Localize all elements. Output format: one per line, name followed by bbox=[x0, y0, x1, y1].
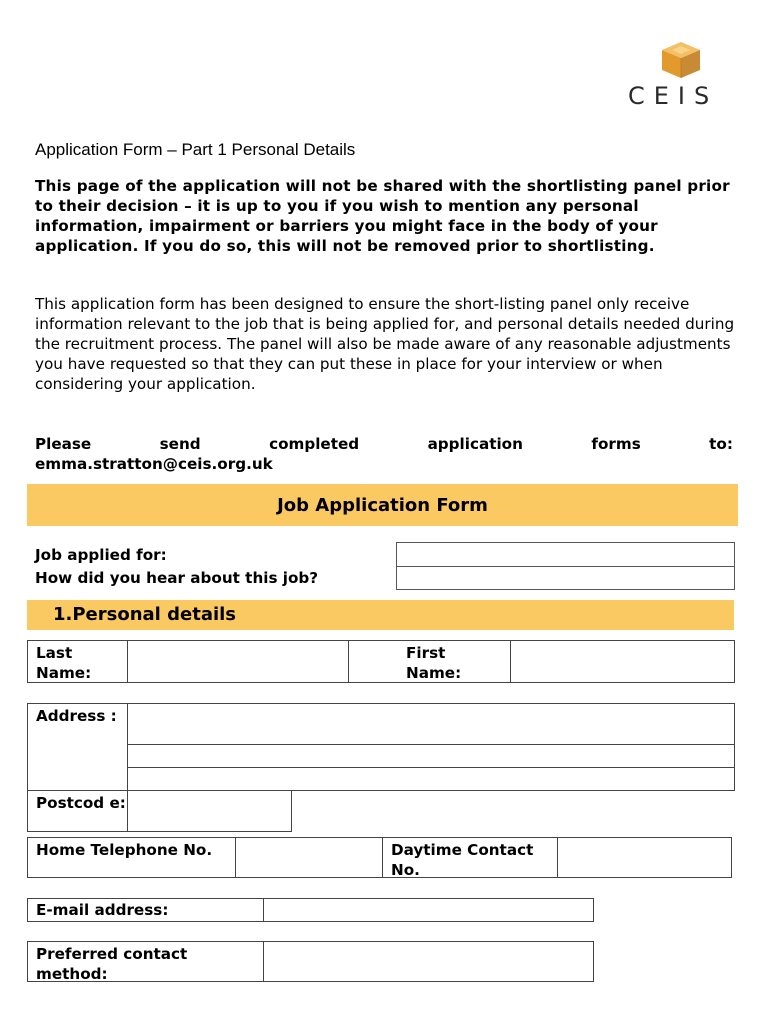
hear-about-label: How did you hear about this job? bbox=[35, 569, 319, 587]
daytime-label-cell bbox=[382, 837, 558, 878]
section-personal-details bbox=[27, 600, 734, 630]
privacy-notice: This page of the application will not be shared with the shortlisting panel prior to their decision – it is up to you if you wish to mention any personal information, impairment or barriers you might face in the body of your application. If you do so, this will not be removed prior to shortlisting. bbox=[35, 177, 730, 255]
send-word: send bbox=[159, 435, 201, 453]
address-line-1-input[interactable] bbox=[127, 703, 735, 745]
first-name-label-cell bbox=[348, 640, 511, 683]
address-line-3-input[interactable] bbox=[127, 767, 735, 791]
last-name-label-cell bbox=[27, 640, 128, 683]
email-input[interactable] bbox=[263, 898, 594, 922]
hear-about-input[interactable] bbox=[396, 566, 735, 590]
first-name-input[interactable] bbox=[510, 640, 735, 683]
section-title: 1.Personal details bbox=[53, 604, 237, 625]
send-word: completed bbox=[269, 435, 360, 453]
job-applied-input[interactable] bbox=[396, 542, 735, 567]
home-tel-label: Home Telephone No. bbox=[36, 841, 213, 859]
last-name-label: Last Name: bbox=[36, 644, 92, 682]
postcode-label-cell bbox=[27, 790, 128, 832]
ceis-logo bbox=[628, 40, 738, 112]
send-word: application bbox=[427, 435, 523, 453]
home-tel-input[interactable] bbox=[235, 837, 383, 878]
page-title: Application Form – Part 1 Personal Details bbox=[35, 140, 356, 159]
cube-logo-icon bbox=[656, 40, 706, 80]
contact-email[interactable]: emma.stratton@ceis.org.uk bbox=[35, 455, 273, 473]
daytime-label: Daytime Contact No. bbox=[391, 841, 534, 879]
intro-paragraph: This application form has been designed to ensure the short-listing panel only receive information relevant to the job that is being applied for, and personal details needed during the recruitment process. The panel will also be made aware of any reasonable adjustments you have requested so that they can put these in place for your interview or when considering your application. bbox=[35, 295, 735, 393]
address-label: Address : bbox=[36, 707, 117, 725]
preferred-contact-label-cell bbox=[27, 941, 264, 982]
logo-wordmark: CEIS bbox=[628, 82, 719, 110]
postcode-input[interactable] bbox=[127, 790, 292, 832]
first-name-label: First Name: bbox=[406, 644, 462, 682]
preferred-contact-input[interactable] bbox=[263, 941, 594, 982]
address-line-2-input[interactable] bbox=[127, 744, 735, 768]
send-word: Please bbox=[35, 435, 92, 453]
email-label-cell bbox=[27, 898, 264, 922]
home-tel-label-cell bbox=[27, 837, 236, 878]
last-name-input[interactable] bbox=[127, 640, 349, 683]
preferred-contact-label: Preferred contact method: bbox=[36, 945, 188, 983]
address-label-cell bbox=[27, 703, 128, 791]
email-label: E-mail address: bbox=[36, 901, 169, 919]
job-applied-label: Job applied for: bbox=[35, 546, 167, 564]
send-word: to: bbox=[709, 435, 733, 453]
send-instruction bbox=[35, 434, 733, 454]
send-word: forms bbox=[591, 435, 641, 453]
postcode-label: Postcod e: bbox=[36, 794, 126, 812]
form-banner: Job Application Form bbox=[27, 484, 738, 526]
daytime-input[interactable] bbox=[557, 837, 732, 878]
